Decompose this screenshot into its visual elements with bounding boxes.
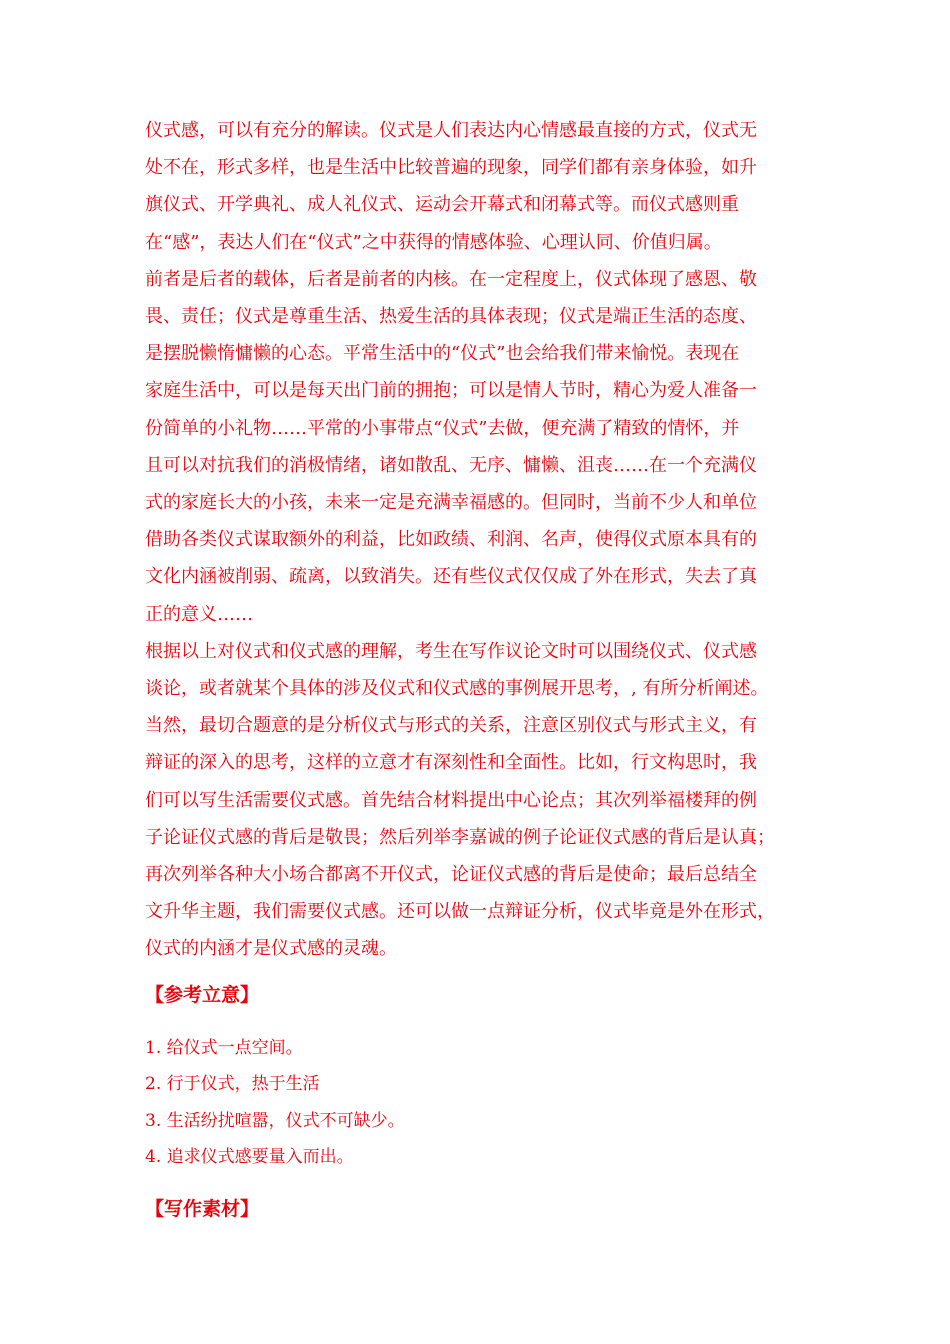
body-line: 文化内涵被削弱、疏离，以致消失。还有些仪式仅仅成了外在形式，失去了真 [145,566,757,588]
analysis-line: 当然，最切合题意的是分析仪式与形式的关系，注意区别仪式与形式主义，有 [145,715,757,737]
reference-ideas-list [145,1030,805,1176]
writing-material-heading: 【写作素材】 [145,1197,260,1220]
analysis-line: 谈论，或者就某个具体的涉及仪式和仪式感的事例展开思考，, 有所分析阐述。 [145,678,769,700]
body-line: 在“感”，表达人们在“仪式”之中获得的情感体验、心理认同、价值归属。 [145,231,722,253]
body-line: 正的意义…… [145,603,253,625]
body-line: 畏、责任；仪式是尊重生活、热爱生活的具体表现；仪式是端正生活的态度、 [145,306,757,328]
reference-ideas-heading: 【参考立意】 [145,983,260,1006]
body-line: 借助各类仪式谋取额外的利益，比如政绩、利润、名声，使得仪式原本具有的 [145,529,757,551]
body-line: 且可以对抗我们的消极情绪，诸如散乱、无序、慵懒、沮丧……在一个充满仪 [145,454,757,476]
list-item: 2. 行于仪式，热于生活 [145,1074,320,1095]
analysis-line: 根据以上对仪式和仪式感的理解，考生在写作议论文时可以围绕仪式、仪式感 [145,640,757,662]
body-paragraph [145,112,805,633]
analysis-line: 仪式的内涵才是仪式感的灵魂。 [145,938,397,960]
body-line: 处不在，形式多样，也是生活中比较普遍的现象，同学们都有亲身体验，如升 [145,157,757,179]
body-line: 家庭生活中，可以是每天出门前的拥抱；可以是情人节时，精心为爱人准备一 [145,380,757,402]
body-line: 仪式感，可以有充分的解读。仪式是人们表达内心情感最直接的方式，仪式无 [145,120,757,141]
analysis-line: 们可以写生活需要仪式感。首先结合材料提出中心论点；其次列举福楼拜的例 [145,789,757,811]
list-item: 4. 追求仪式感要量入而出。 [145,1147,354,1168]
list-item: 1. 给仪式一点空间。 [145,1037,303,1058]
analysis-line: 辩证的深入的思考，这样的立意才有深刻性和全面性。比如，行文构思时，我 [145,752,757,774]
body-line: 旗仪式、开学典礼、成人礼仪式、运动会开幕式和闭幕式等。而仪式感则重 [145,194,739,216]
body-line: 份简单的小礼物……平常的小事带点“仪式”去做，便充满了精致的情怀，并 [145,417,740,439]
list-item: 3. 生活纷扰喧嚣，仪式不可缺少。 [145,1110,405,1131]
body-line: 式的家庭长大的小孩，未来一定是充满幸福感的。但同时，当前不少人和单位 [145,492,757,514]
body-line: 是摆脱懒惰慵懒的心态。平常生活中的“仪式”也会给我们带来愉悦。表现在 [145,343,740,365]
analysis-line: 再次列举各种大小场合都离不开仪式，论证仪式感的背后是使命；最后总结全 [145,864,757,886]
analysis-line: 文升华主题，我们需要仪式感。还可以做一点辩证分析，仪式毕竟是外在形式， [145,901,775,923]
analysis-line: 子论证仪式感的背后是敬畏；然后列举李嘉诚的例子论证仪式感的背后是认真； [145,826,775,848]
body-line: 前者是后者的载体，后者是前者的内核。在一定程度上，仪式体现了感恩、敬 [145,268,757,290]
analysis-paragraph [145,633,805,968]
document-page [145,112,805,1224]
